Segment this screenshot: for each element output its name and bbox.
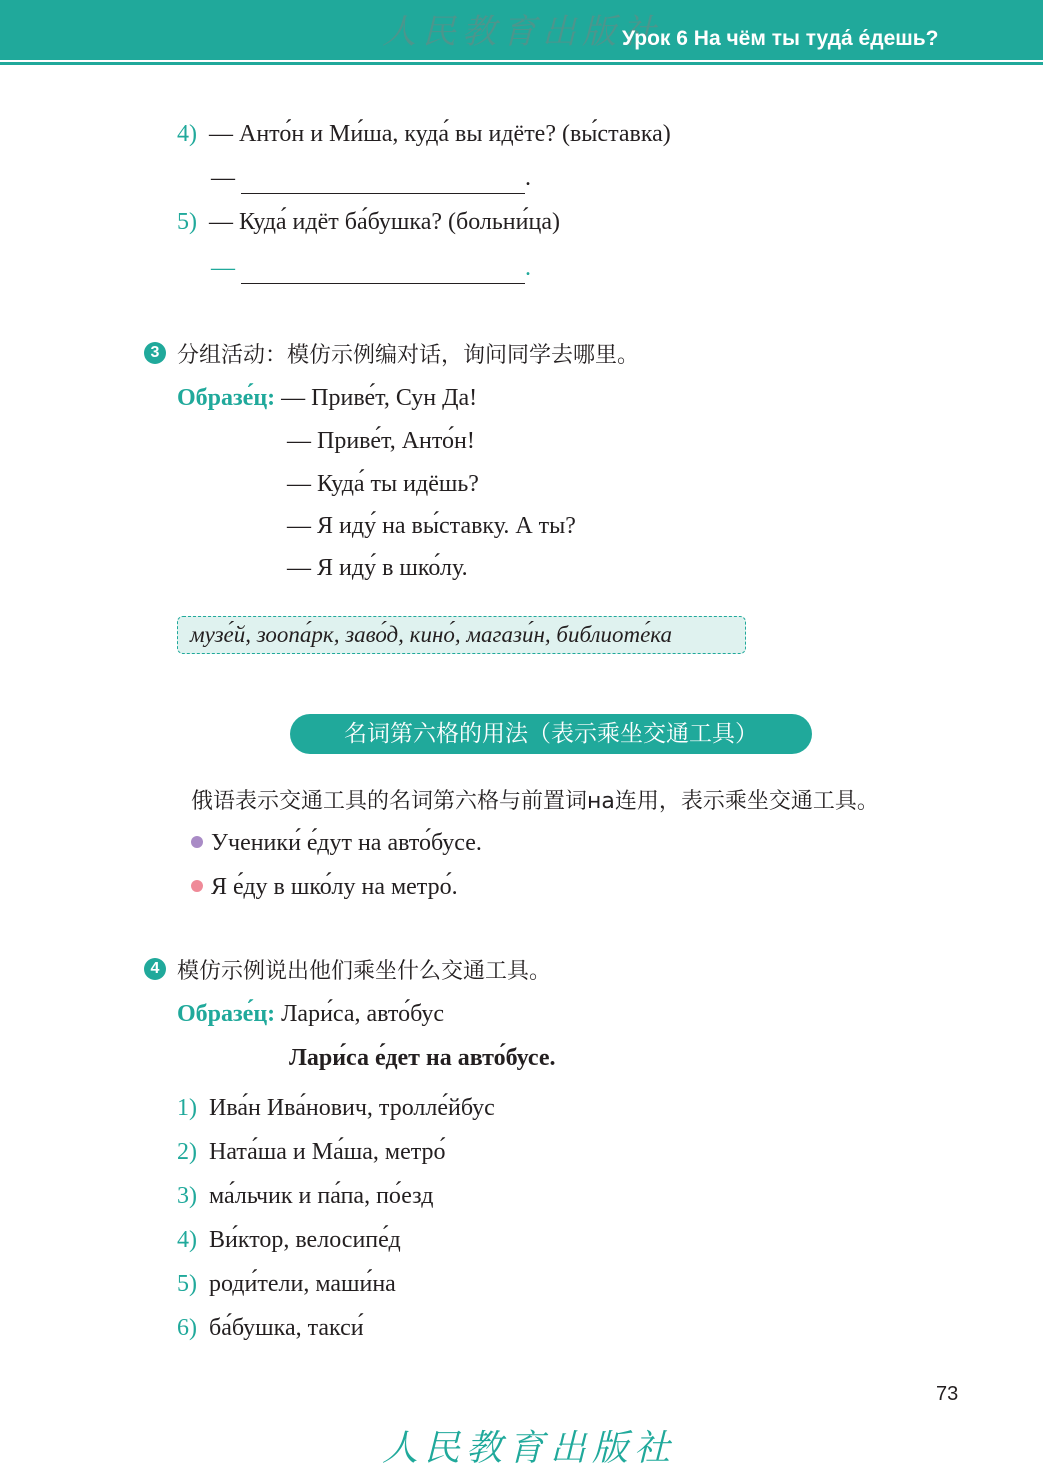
page-header	[0, 0, 1043, 60]
answer-end: .	[525, 255, 531, 281]
exercise-item	[177, 1224, 401, 1256]
exercise-item	[177, 206, 560, 238]
dialogue-line: — Я иду́ на вы́ставку. А ты?	[287, 513, 576, 539]
exercise-number-badge: 4	[144, 958, 166, 980]
sample-label: Образе́ц:	[177, 385, 276, 411]
item-number: 6)	[177, 1315, 197, 1341]
item-text: роди́тели, маши́на	[209, 1271, 396, 1297]
answer-dash: —	[211, 165, 235, 191]
exercise-item	[177, 1136, 446, 1168]
grammar-example	[191, 827, 482, 859]
item-number: 4)	[177, 1227, 197, 1253]
item-number: 1)	[177, 1095, 197, 1121]
answer-line[interactable]	[211, 162, 531, 194]
vocabulary-box: музе́й, зоопа́рк, заво́д, кино́, магази́н, библиоте́ка	[177, 616, 746, 654]
grammar-rule: 俄语表示交通工具的名词第六格与前置词на连用，表示乘坐交通工具。	[191, 789, 879, 814]
publisher-logo: 人民教育出版社	[382, 1428, 677, 1469]
answer-dash: —	[211, 255, 235, 281]
item-question: — Куда́ идёт ба́бушка? (больни́ца)	[209, 209, 560, 235]
item-number: 5)	[177, 1271, 197, 1297]
sample-answer: Лари́са е́дет на авто́бусе.	[289, 1045, 556, 1071]
publisher-logo: 人民教育出版社	[382, 12, 662, 52]
page-number: 73	[936, 1383, 959, 1405]
sample-label: Образе́ц:	[177, 1001, 276, 1027]
exercise-item	[177, 1180, 433, 1212]
item-text: Ива́н Ива́нович, тролле́йбус	[209, 1095, 495, 1121]
sample-line	[177, 382, 477, 414]
grammar-example	[191, 871, 458, 903]
item-number: 4)	[177, 121, 197, 147]
item-question: — Анто́н и Ми́ша, куда́ вы идёте? (вы́ставка)	[209, 121, 671, 147]
answer-end: .	[525, 165, 531, 191]
item-number: 5)	[177, 209, 197, 235]
sample-prompt: Лари́са, авто́бус	[281, 1001, 445, 1027]
example-text: Ученики́ е́дут на авто́бусе.	[211, 830, 482, 856]
item-number: 2)	[177, 1139, 197, 1165]
item-text: Ната́ша и Ма́ша, метро́	[209, 1139, 446, 1165]
item-text: Ви́ктор, велосипе́д	[209, 1227, 401, 1253]
item-text: ба́бушка, такси́	[209, 1315, 364, 1341]
exercise-number-badge: 3	[144, 342, 166, 364]
item-number: 3)	[177, 1183, 197, 1209]
dialogue-line: — Куда́ ты идёшь?	[287, 471, 479, 497]
answer-line[interactable]	[211, 252, 531, 284]
lesson-title: Урок 6 На чём ты туда́ е́дешь?	[622, 27, 939, 50]
exercise-item	[177, 118, 671, 150]
dialogue-line: — Я иду́ в шко́лу.	[287, 555, 468, 581]
header-divider	[0, 62, 1043, 65]
exercise-title: 模仿示例说出他们乘坐什么交通工具。	[177, 959, 552, 984]
answer-blank[interactable]	[241, 259, 525, 284]
exercise-item	[177, 1268, 396, 1300]
dialogue-line: — Приве́т, Сун Да!	[281, 385, 478, 411]
exercise-item	[177, 1092, 495, 1124]
example-text: Я е́ду в шко́лу на метро́.	[211, 874, 458, 900]
exercise-title: 分组活动：模仿示例编对话，询问同学去哪里。	[177, 343, 640, 368]
exercise-item	[177, 1312, 364, 1344]
sample-line	[177, 998, 444, 1030]
dialogue-line: — Приве́т, Анто́н!	[287, 428, 475, 454]
bullet-icon	[191, 836, 203, 848]
answer-blank[interactable]	[241, 169, 525, 194]
bullet-icon	[191, 880, 203, 892]
item-text: ма́льчик и па́па, по́езд	[209, 1183, 434, 1209]
grammar-heading: 名词第六格的用法（表示乘坐交通工具）	[290, 714, 812, 754]
